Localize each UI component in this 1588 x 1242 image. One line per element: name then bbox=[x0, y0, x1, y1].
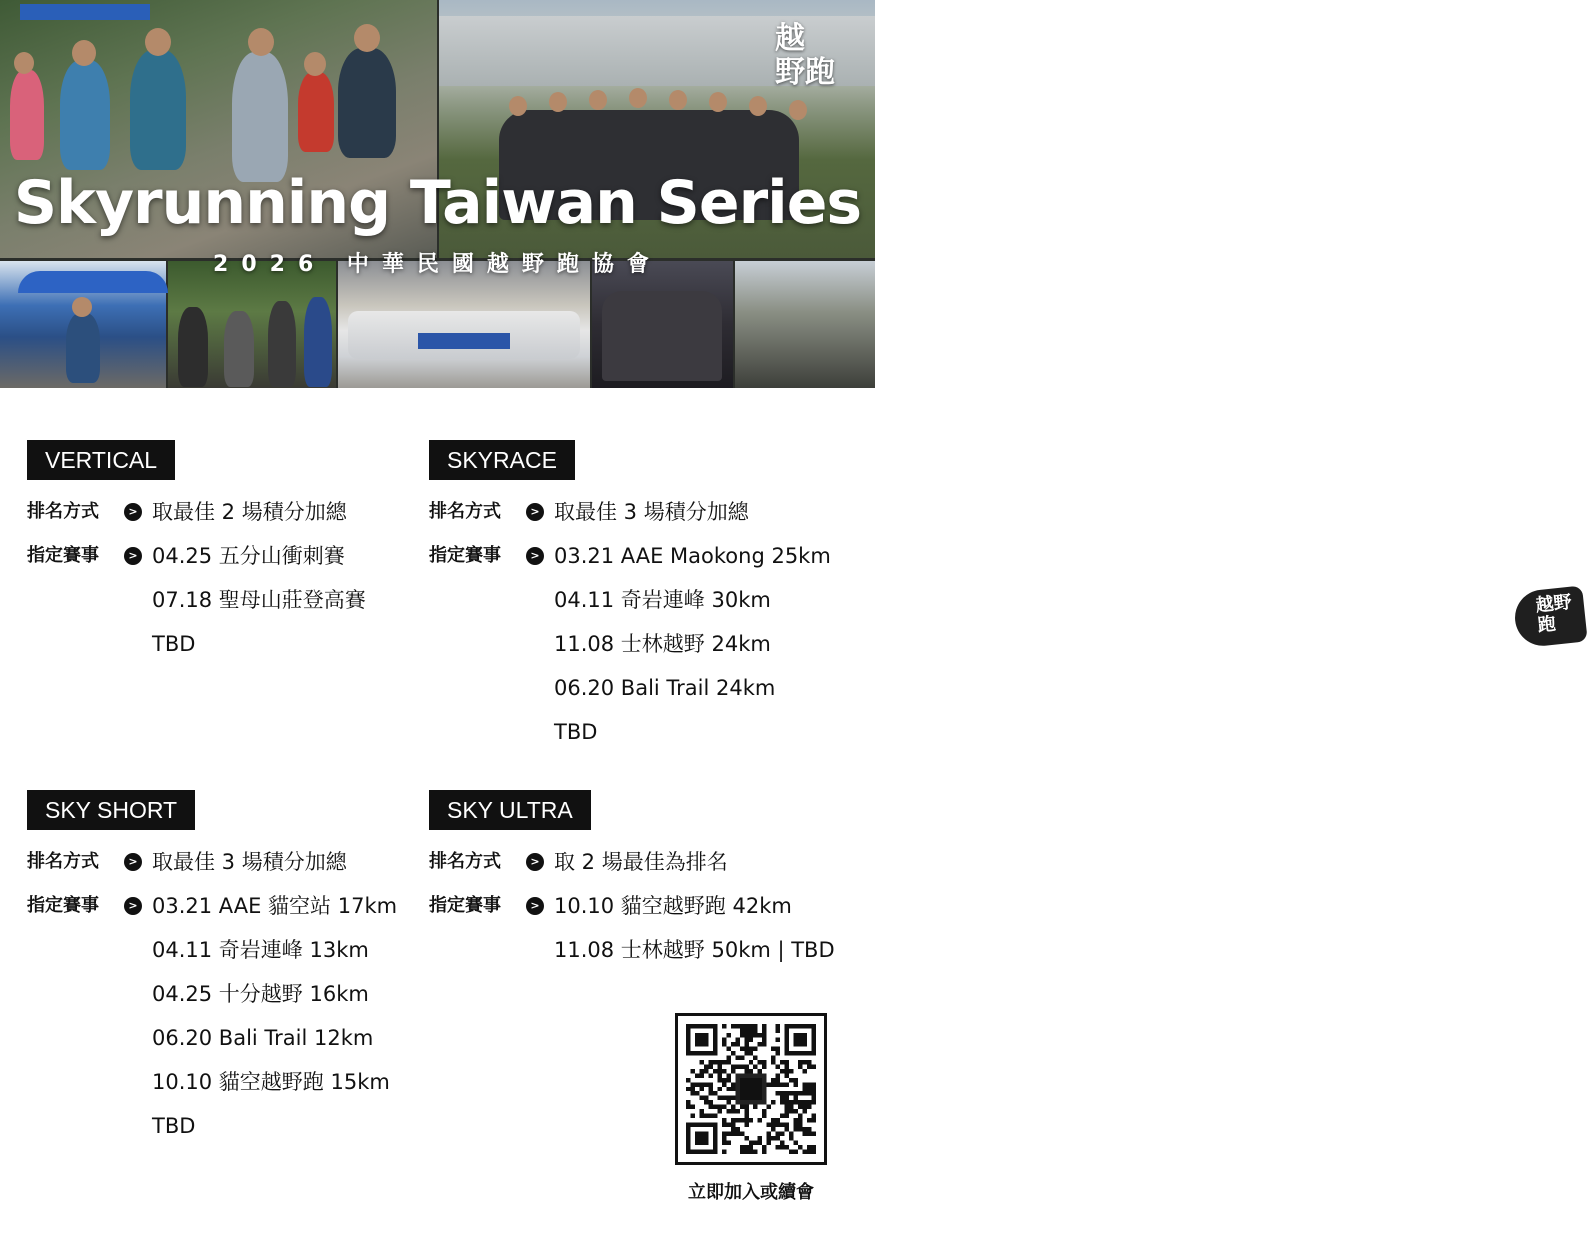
ranking-label: 排名方式 bbox=[27, 851, 99, 872]
list-item: 04.25 十分越野 16km bbox=[152, 982, 369, 1006]
chevron-right-icon: > bbox=[526, 547, 544, 565]
list-item: 03.21 AAE 貓空站 17km bbox=[152, 894, 398, 918]
ranking-row bbox=[429, 499, 749, 534]
chevron-right-icon: > bbox=[526, 897, 544, 915]
ranking-value: 取 2 場最佳為排名 bbox=[554, 850, 728, 874]
ranking-label: 排名方式 bbox=[429, 851, 501, 872]
category-sky-short bbox=[27, 790, 417, 1150]
photo-night-group bbox=[592, 261, 733, 388]
ranking-row bbox=[27, 849, 347, 884]
ranking-label: 排名方式 bbox=[429, 501, 501, 522]
photo-finish-line bbox=[0, 261, 166, 388]
ranking-value: 取最佳 3 場積分加總 bbox=[554, 500, 749, 524]
chevron-right-icon: > bbox=[124, 853, 142, 871]
events-list bbox=[554, 884, 835, 972]
list-item: 06.20 Bali Trail 12km bbox=[152, 1026, 374, 1050]
category-tag: VERTICAL bbox=[27, 440, 175, 480]
photo-team-group bbox=[338, 261, 590, 388]
events-label: 指定賽事 bbox=[429, 895, 501, 916]
list-item: 10.10 貓空越野跑 42km bbox=[554, 894, 792, 918]
list-item: 04.25 五分山衝刺賽 bbox=[152, 544, 345, 568]
events-list bbox=[152, 884, 397, 1148]
list-item: 07.18 聖母山莊登高賽 bbox=[152, 588, 366, 612]
list-item: 04.11 奇岩連峰 13km bbox=[152, 938, 369, 962]
ranking-row bbox=[27, 499, 347, 534]
association-logo: 越 野跑 bbox=[775, 21, 835, 90]
list-item: 10.10 貓空越野跑 15km bbox=[152, 1070, 390, 1094]
ranking-value: 取最佳 2 場積分加總 bbox=[152, 500, 347, 524]
events-row bbox=[429, 893, 835, 972]
chevron-right-icon: > bbox=[124, 897, 142, 915]
page-title: Skyrunning Taiwan Series bbox=[13, 168, 862, 238]
qr-code-icon[interactable] bbox=[675, 1013, 827, 1165]
category-skyrace bbox=[429, 440, 869, 760]
association-logo-small: 越野 跑 bbox=[1512, 585, 1587, 648]
photo-trail-runners bbox=[168, 261, 336, 388]
category-vertical bbox=[27, 440, 407, 680]
list-item: 03.21 AAE Maokong 25km bbox=[554, 544, 831, 568]
events-label: 指定賽事 bbox=[429, 545, 501, 566]
events-list bbox=[152, 534, 366, 666]
chevron-right-icon: > bbox=[526, 853, 544, 871]
list-item: 06.20 Bali Trail 24km bbox=[554, 676, 776, 700]
events-list bbox=[554, 534, 831, 754]
chevron-right-icon: > bbox=[526, 503, 544, 521]
category-tag: SKY ULTRA bbox=[429, 790, 591, 830]
chevron-right-icon: > bbox=[124, 503, 142, 521]
events-label: 指定賽事 bbox=[27, 895, 99, 916]
list-item: TBD bbox=[152, 632, 196, 656]
ranking-label: 排名方式 bbox=[27, 501, 99, 522]
chevron-right-icon: > bbox=[124, 547, 142, 565]
qr-caption: 立即加入或續會 bbox=[688, 1182, 814, 1203]
list-item: 11.08 士林越野 50km | TBD bbox=[554, 938, 835, 962]
events-label: 指定賽事 bbox=[27, 545, 99, 566]
category-tag: SKYRACE bbox=[429, 440, 575, 480]
events-row bbox=[27, 893, 397, 1148]
page-subtitle: 2026 中華民國越野跑協會 bbox=[213, 252, 662, 277]
list-item: TBD bbox=[152, 1114, 196, 1138]
ranking-value: 取最佳 3 場積分加總 bbox=[152, 850, 347, 874]
events-row bbox=[429, 543, 831, 754]
photo-summit-group bbox=[735, 261, 1573, 637]
events-row bbox=[27, 543, 366, 666]
category-tag: SKY SHORT bbox=[27, 790, 195, 830]
ranking-row bbox=[429, 849, 728, 884]
list-item: TBD bbox=[554, 720, 598, 744]
list-item: 11.08 士林越野 24km bbox=[554, 632, 771, 656]
list-item: 04.11 奇岩連峰 30km bbox=[554, 588, 771, 612]
category-sky-ultra bbox=[429, 790, 869, 990]
